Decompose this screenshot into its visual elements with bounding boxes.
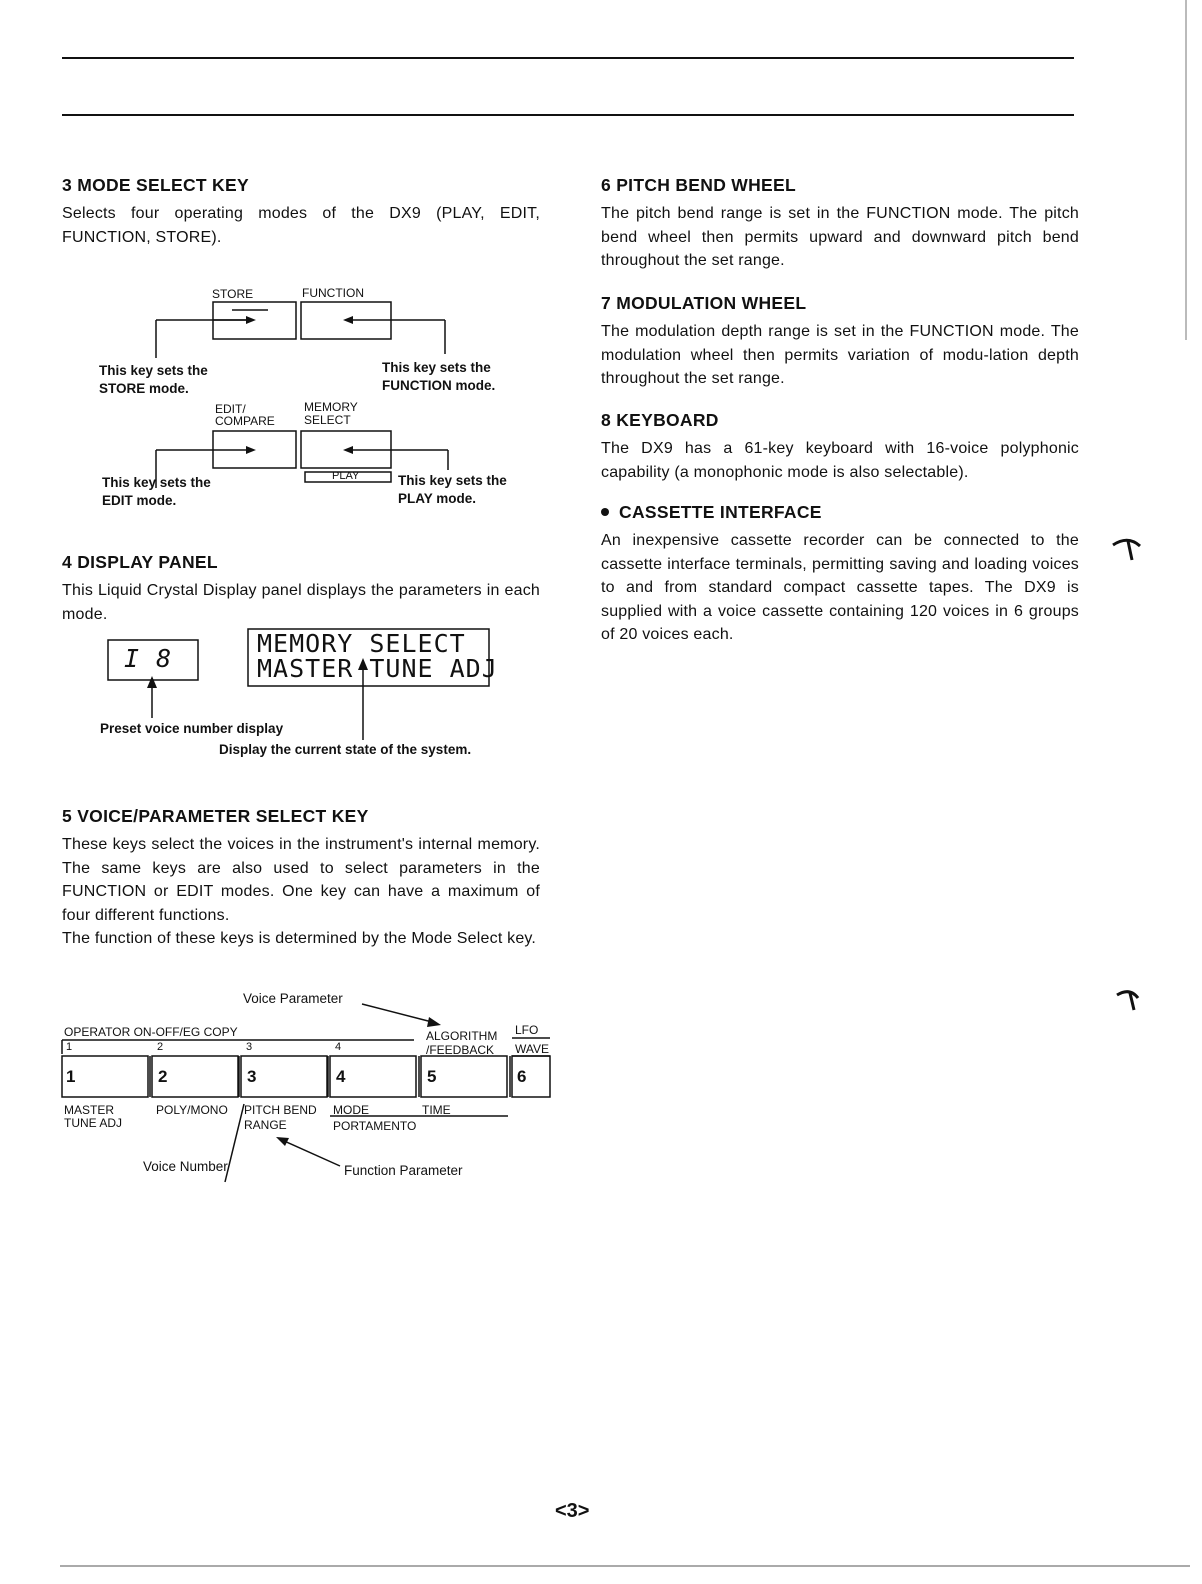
section-body: This Liquid Crystal Display panel displays the parameters in each mode. bbox=[62, 582, 540, 623]
play-note-line2: PLAY mode. bbox=[398, 491, 477, 506]
select-key-3[interactable]: 3 bbox=[247, 1067, 257, 1086]
section-body: Selects four operating modes of the DX9 (PLAY, EDIT, FUNCTION, STORE). bbox=[62, 205, 540, 246]
operator-number: 4 bbox=[335, 1041, 342, 1053]
algorithm-label: ALGORITHM bbox=[426, 1029, 498, 1043]
section-heading: 7 MODULATION WHEEL bbox=[601, 293, 807, 313]
section-heading: 8 KEYBOARD bbox=[601, 410, 719, 430]
voice-number-label: Voice Number bbox=[143, 1159, 228, 1174]
lcd-line-1: MEMORY SELECT bbox=[257, 629, 466, 658]
play-note-line1: This key sets the bbox=[398, 473, 507, 488]
memory-key-label: MEMORY bbox=[304, 400, 358, 414]
select-key-1[interactable]: 1 bbox=[66, 1067, 76, 1086]
function-key-label: FUNCTION bbox=[302, 286, 364, 300]
section-heading: 4 DISPLAY PANEL bbox=[62, 552, 218, 572]
store-note-line2: STORE mode. bbox=[99, 381, 189, 396]
operator-number: 1 bbox=[66, 1041, 73, 1053]
led-voice-number: I 8 bbox=[124, 644, 173, 673]
section-heading: 3 MODE SELECT KEY bbox=[62, 175, 249, 195]
poly-mono-label: POLY/MONO bbox=[156, 1103, 228, 1117]
select-key-6[interactable]: 6 bbox=[517, 1067, 527, 1086]
mode-label: MODE bbox=[333, 1103, 369, 1117]
voice-parameter-label: Voice Parameter bbox=[243, 991, 343, 1006]
pitch-bend-label: PITCH BEND bbox=[244, 1103, 317, 1117]
portamento-label: PORTAMENTO bbox=[333, 1119, 417, 1133]
section-heading: 5 VOICE/PARAMETER SELECT KEY bbox=[62, 806, 369, 826]
edit-note-line2: EDIT mode. bbox=[102, 493, 177, 508]
play-key-label: PLAY bbox=[332, 470, 360, 482]
section-body: These keys select the voices in the instrument's internal memory. The same keys are also used to select parameters in the FUNCTION or EDIT modes. One key can have a maximum of four different functions. bbox=[62, 836, 540, 924]
section-body-2: The function of these keys is determined by the Mode Select key. bbox=[62, 930, 537, 948]
tune-adj-label: TUNE ADJ bbox=[64, 1116, 123, 1130]
function-note-line1: This key sets the bbox=[382, 360, 491, 375]
select-key-label: SELECT bbox=[304, 413, 351, 427]
edit-key-label: EDIT/ bbox=[215, 402, 246, 416]
lfo-label: LFO bbox=[515, 1023, 539, 1037]
compare-key-label: COMPARE bbox=[215, 414, 275, 428]
select-key-5[interactable]: 5 bbox=[427, 1067, 437, 1086]
operator-number: 3 bbox=[246, 1041, 253, 1053]
section-body: The pitch bend range is set in the FUNCTION mode. The pitch bend wheel then permits upward and downward pitch bend throughout the set range. bbox=[601, 205, 1079, 270]
heading-text: CASSETTE INTERFACE bbox=[619, 502, 822, 522]
page-number: <3> bbox=[555, 1500, 590, 1522]
section-heading: 6 PITCH BEND WHEEL bbox=[601, 175, 796, 195]
section-body: The DX9 has a 61-key keyboard with 16-voice polyphonic capability (a monophonic mode is also selectable). bbox=[601, 440, 1079, 481]
wave-label: WAVE bbox=[515, 1042, 550, 1056]
section-body: The modulation depth range is set in the FUNCTION mode. The modulation wheel then permits variation of modu-lation depth throughout the set range. bbox=[601, 323, 1079, 388]
function-note-line2: FUNCTION mode. bbox=[382, 378, 496, 393]
store-note-line1: This key sets the bbox=[99, 363, 208, 378]
operator-label: OPERATOR ON-OFF/EG COPY bbox=[64, 1025, 238, 1039]
select-key-2[interactable]: 2 bbox=[158, 1067, 168, 1086]
select-key-4[interactable]: 4 bbox=[336, 1067, 346, 1086]
feedback-label: /FEEDBACK bbox=[426, 1043, 495, 1057]
time-label: TIME bbox=[422, 1103, 451, 1117]
lcd-caption: Display the current state of the system. bbox=[219, 742, 472, 757]
led-caption: Preset voice number display bbox=[100, 721, 284, 736]
range-label: RANGE bbox=[244, 1118, 287, 1132]
section-body: An inexpensive cassette recorder can be connected to the cassette interface terminals, permitting saving and loading voices to and from standard compact cassette tapes. The DX9 is supplied with a voice cassette containing 120 voices in 6 groups of 20 voices each. bbox=[601, 532, 1079, 644]
operator-number: 2 bbox=[157, 1041, 164, 1053]
function-parameter-label: Function Parameter bbox=[344, 1163, 463, 1178]
master-label: MASTER bbox=[64, 1103, 115, 1117]
lcd-line-2: MASTER TUNE ADJ bbox=[257, 654, 498, 683]
store-key-label: STORE bbox=[212, 287, 254, 301]
edit-note-line1: This key sets the bbox=[102, 475, 211, 490]
